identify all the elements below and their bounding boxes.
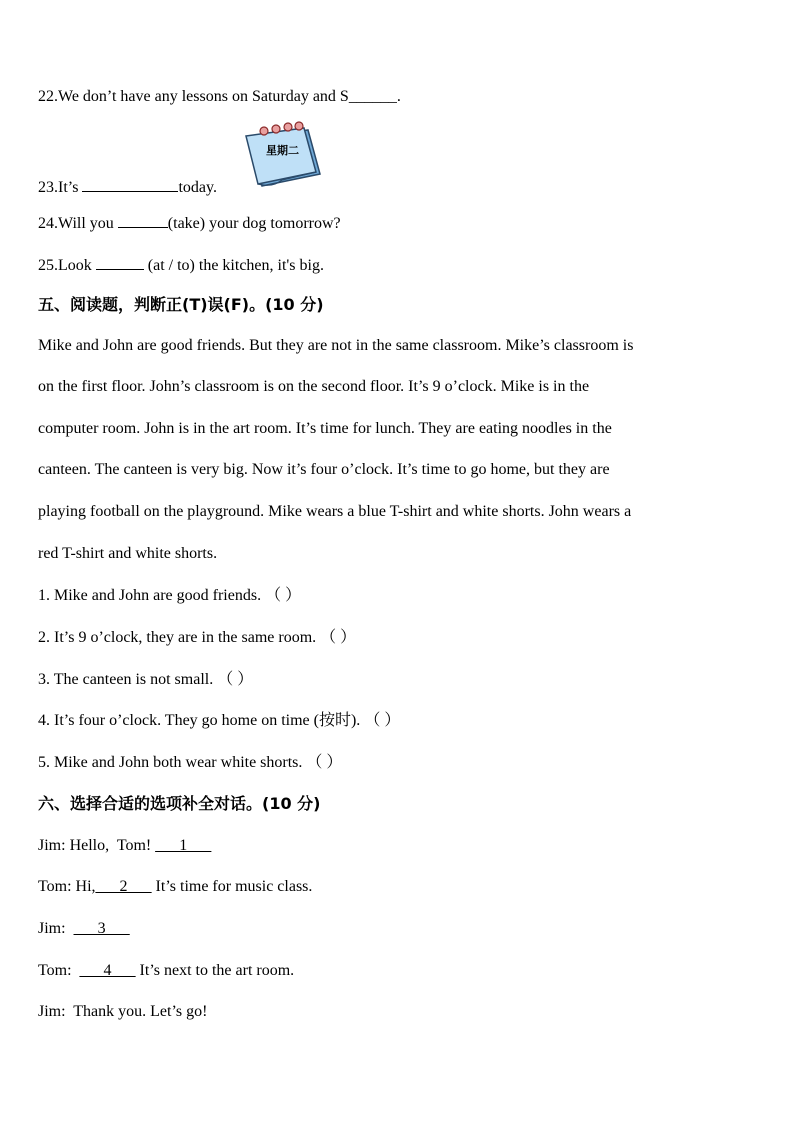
- tf-question-text: 2. It’s 9 o’clock, they are in the same room.: [38, 629, 317, 646]
- answer-blank-25[interactable]: [96, 254, 144, 270]
- dialogue-text: [66, 920, 74, 937]
- dialogue-text: [72, 962, 80, 979]
- passage-line: computer room. John is in the art room. It’s time for lunch. They are eating noodles in the: [38, 420, 612, 437]
- dialogue-text-after: It’s next to the art room.: [135, 962, 295, 979]
- passage-line: Mike and John are good friends. But they are not in the same classroom. Mike’s classroom is: [38, 337, 634, 354]
- dialogue-blank-1[interactable]: ___1___: [155, 837, 212, 854]
- calendar-icon: [242, 120, 324, 192]
- dialogue-text-after: It’s time for music class.: [151, 878, 313, 895]
- speaker: Jim:: [38, 837, 66, 854]
- answer-blank-23[interactable]: [82, 176, 178, 192]
- tf-question-text: 1. Mike and John are good friends.: [38, 587, 262, 604]
- tf-question-4: [38, 711, 400, 731]
- answer-parentheses[interactable]: （ ）: [265, 587, 302, 604]
- passage-line: canteen. The canteen is very big. Now it’s four o’clock. It’s time to go home, but they are: [38, 461, 610, 478]
- dialogue-line-2: [38, 877, 312, 897]
- speaker: Tom:: [38, 878, 72, 895]
- question-22: [38, 87, 401, 107]
- speaker: Jim:: [38, 920, 66, 937]
- question-22-text: 22.We don’t have any lessons on Saturday and S______.: [38, 88, 401, 105]
- question-24: [38, 212, 341, 234]
- tf-question-2: [38, 628, 356, 648]
- answer-parentheses[interactable]: （ ）: [364, 712, 401, 729]
- question-25-after: (at / to) the kitchen, it's big.: [143, 257, 324, 274]
- tf-question-text: 3. The canteen is not small.: [38, 671, 214, 688]
- speaker: Tom:: [38, 962, 72, 979]
- tf-question-text: 4. It’s four o’clock. They go home on time (按时).: [38, 712, 361, 729]
- question-23-after: today.: [178, 179, 217, 196]
- passage-line: on the first floor. John’s classroom is on the second floor. It’s 9 o’clock. Mike is in the: [38, 378, 590, 395]
- tf-question-3: [38, 670, 253, 690]
- question-24-after: (take) your dog tomorrow?: [167, 215, 341, 232]
- dialogue-line-3: [38, 919, 130, 939]
- question-23-before: 23.It’s: [38, 179, 83, 196]
- passage-line: playing football on the playground. Mike wears a blue T-shirt and white shorts. John wears a: [38, 503, 632, 520]
- section-5-title: 五、阅读题，判断正(T)误(F)。(10 分): [38, 295, 324, 314]
- question-24-before: 24.Will you: [38, 215, 118, 232]
- answer-blank-24[interactable]: [118, 212, 168, 228]
- speaker: Jim:: [38, 1003, 66, 1020]
- dialogue-line-1: [38, 836, 211, 856]
- answer-parentheses[interactable]: （ ）: [320, 629, 357, 646]
- question-23: [38, 176, 217, 198]
- dialogue-text: Hi,: [71, 878, 96, 895]
- dialogue-line-5: [38, 1002, 207, 1022]
- dialogue-line-4: [38, 961, 294, 981]
- question-25-before: 25.Look: [38, 257, 96, 274]
- answer-parentheses[interactable]: （ ）: [306, 754, 343, 771]
- dialogue-blank-4[interactable]: ___4___: [79, 962, 136, 979]
- dialogue-blank-3[interactable]: ___3___: [73, 920, 130, 937]
- tf-question-1: [38, 586, 301, 606]
- dialogue-blank-2[interactable]: ___2___: [95, 878, 152, 895]
- section-6-title: 六、选择合适的选项补全对话。(10 分): [38, 794, 321, 813]
- answer-parentheses[interactable]: （ ）: [217, 671, 254, 688]
- calendar-day-text: 星期二: [266, 144, 299, 157]
- tf-question-5: [38, 753, 342, 773]
- passage-line: red T-shirt and white shorts.: [38, 545, 218, 562]
- dialogue-text: Thank you. Let’s go!: [65, 1003, 208, 1020]
- question-25: [38, 254, 324, 276]
- tf-question-text: 5. Mike and John both wear white shorts.: [38, 754, 303, 771]
- dialogue-text: Hello, Tom!: [65, 837, 156, 854]
